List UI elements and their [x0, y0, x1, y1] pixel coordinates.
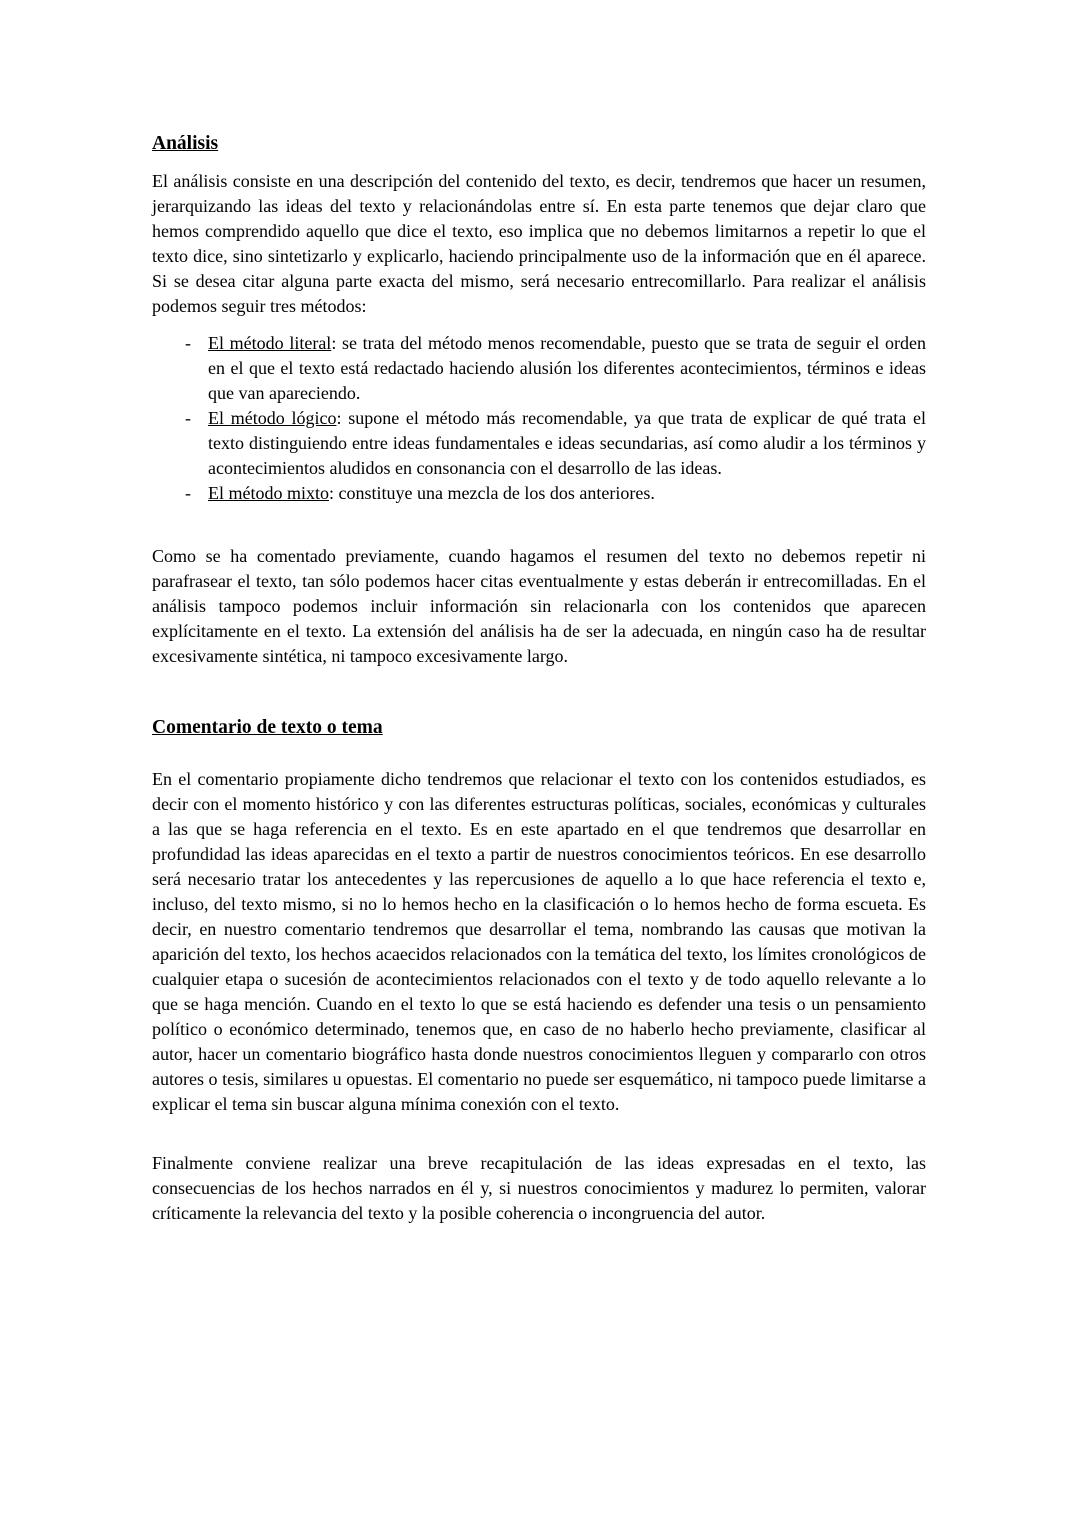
method-description: : constituye una mezcla de los dos anteriores.: [329, 483, 655, 503]
dash-bullet: -: [185, 408, 191, 428]
method-name: El método mixto: [208, 483, 329, 503]
list-item-metodo-mixto: [152, 481, 926, 506]
section-heading-analisis: Análisis: [152, 133, 219, 154]
paragraph-comentario-body: En el comentario propiamente dicho tendremos que relacionar el texto con los contenidos estudiados, es decir con el momento histórico y con las diferentes estructuras políticas, sociales, económicas y culturales a las que se haga referencia en el texto. Es en este apartado en el que tendremos que desarrollar en profundidad las ideas aparecidas en el texto a partir de nuestros conocimientos teóricos. En ese desarrollo será necesario tratar los antecedentes y las repercusiones de aquello a lo que hace referencia el texto e, incluso, del texto mismo, si no lo hemos hecho en la clasificación o lo hemos hecho de forma escueta. Es decir, en nuestro comentario tendremos que desarrollar el tema, nombrando las causas que motivan la aparición del texto, los hechos acaecidos relacionados con la temática del texto, los límites cronológicos de cualquier etapa o sucesión de acontecimientos relacionados con el texto y de todo aquello relevante a lo que se haga mención. Cuando en el texto lo que se está haciendo es defender una tesis o un pensamiento político o económico determinado, tenemos que, en caso de no haberlo hecho previamente, clasificar al autor, hacer un comentario biográfico hasta donde nuestros conocimientos lleguen y compararlo con otros autores o tesis, similares u opuestas. El comentario no puede ser esquemático, ni tampoco puede limitarse a explicar el tema sin buscar alguna mínima conexión con el texto.: [152, 769, 926, 1114]
paragraph-comentario-final: Finalmente conviene realizar una breve recapitulación de las ideas expresadas en el texto, las consecuencias de los hechos narrados en él y, si nuestros conocimientos y madurez lo permiten, valorar críticamente la relevancia del texto y la posible coherencia o incongruencia del autor.: [152, 1153, 926, 1223]
dash-bullet: -: [185, 333, 191, 353]
method-description: : se trata del método menos recomendable, puesto que se trata de seguir el orden en el que el texto está redactado haciendo alusión los diferentes acontecimientos, términos e ideas que van apareciendo.: [208, 333, 926, 403]
dash-bullet: -: [185, 483, 191, 503]
method-description: : supone el método más recomendable, ya que trata de explicar de qué trata el texto distinguiendo entre ideas fundamentales e ideas secundarias, así como aludir a los términos y acontecimientos aludidos en consonancia con el desarrollo de las ideas.: [208, 408, 926, 478]
list-item-metodo-literal: [152, 331, 926, 406]
paragraph-analisis-intro: El análisis consiste en una descripción del contenido del texto, es decir, tendremos que hacer un resumen, jerarquizando las ideas del texto y relacionándolas entre sí. En esta parte tenemos que dejar claro que hemos comprendido aquello que dice el texto, eso implica que no debemos limitarnos a repetir lo que el texto dice, sino sintetizarlo y explicarlo, haciendo principalmente uso de la información que en él aparece. Si se desea citar alguna parte exacta del mismo, será necesario entrecomillarlo. Para realizar el análisis podemos seguir tres métodos:: [152, 171, 926, 316]
section-heading-comentario: Comentario de texto o tema: [152, 717, 383, 738]
method-name: El método literal: [208, 333, 332, 353]
paragraph-analisis-outro: Como se ha comentado previamente, cuando hagamos el resumen del texto no debemos repetir ni parafrasear el texto, tan sólo podemos hacer citas eventualmente y estas deberán ir entrecomilladas. En el análisis tampoco podemos incluir información sin relacionarla con los contenidos que aparecen explícitamente en el texto. La extensión del análisis ha de ser la adecuada, en ningún caso ha de resultar excesivamente sintética, ni tampoco excesivamente largo.: [152, 546, 926, 666]
methods-list: [152, 331, 926, 506]
method-name: El método lógico: [208, 408, 337, 428]
list-item-metodo-logico: [152, 406, 926, 481]
